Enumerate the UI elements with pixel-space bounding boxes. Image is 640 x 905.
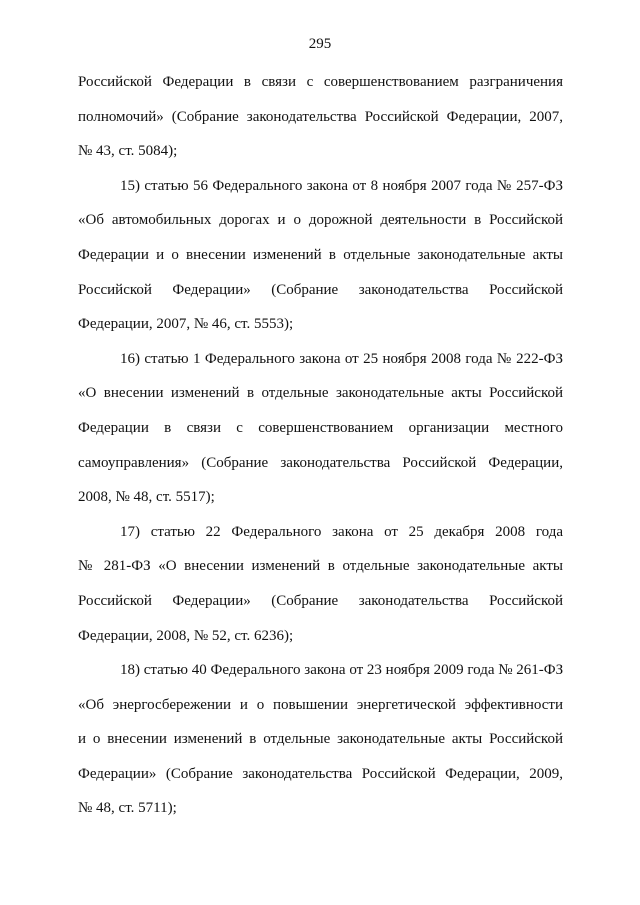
page-number: 295 [308, 36, 332, 52]
list-item-18-start: 18) статью 40 Федерального закона от 23 ноября 2009 года № 261-ФЗ [120, 662, 564, 679]
text-line: самоуправления» (Собрание законодательства Российской Федерации, [78, 454, 563, 471]
list-item-17-start: 17) статью 22 Федерального закона от 25 декабря 2008 года [120, 523, 563, 540]
text-line: 2008, № 48, ст. 5517); [78, 489, 215, 506]
list-item-16-start: 16) статью 1 Федерального закона от 25 ноября 2008 года № 222-ФЗ [120, 350, 563, 367]
text-line: № 281-ФЗ «О внесении изменений в отдельные законодательные акты [78, 558, 563, 575]
text-line: полномочий» (Собрание законодательства Российской Федерации, 2007, [78, 108, 563, 125]
text-line: Федерации» (Собрание законодательства Российской Федерации, 2009, [78, 765, 563, 782]
text-line: Федерации, 2008, № 52, ст. 6236); [78, 627, 294, 644]
text-line: Российской Федерации» (Собрание законодательства Российской [78, 592, 563, 609]
text-line: Федерации, 2007, № 46, ст. 5553); [78, 316, 294, 333]
text-line: Российской Федерации в связи с совершенствованием разграничения [78, 74, 563, 90]
text-line: Федерации в связи с совершенствованием организации местного [78, 419, 563, 436]
text-line: «Об автомобильных дорогах и о дорожной деятельности в Российской [78, 212, 563, 229]
text-line: «Об энергосбережении и о повышении энергетической эффективности [78, 696, 563, 713]
text-line: Федерации и о внесении изменений в отдельные законодательные акты [78, 246, 563, 263]
text-line: Российской Федерации» (Собрание законодательства Российской [78, 281, 563, 298]
text-line: и о внесении изменений в отдельные законодательные акты Российской [78, 731, 563, 748]
text-line: «О внесении изменений в отдельные законодательные акты Российской [78, 385, 563, 402]
list-item-15-start: 15) статью 56 Федерального закона от 8 ноября 2007 года № 257-ФЗ [120, 177, 563, 194]
document-body [78, 71, 563, 832]
text-line: № 48, ст. 5711); [78, 800, 177, 817]
text-line: № 43, ст. 5084); [78, 143, 178, 160]
